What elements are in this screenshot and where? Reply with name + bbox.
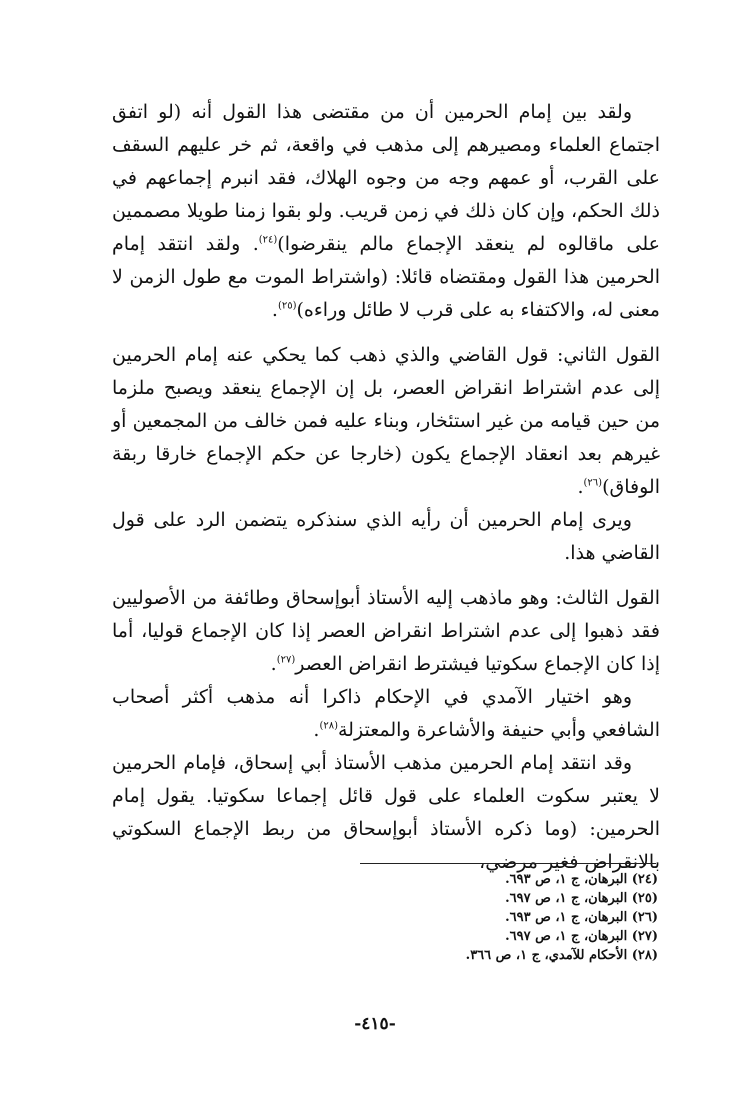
footnote-ref-24[interactable]: (٢٤): [258, 234, 278, 246]
paragraph-5-text: وهو اختيار الآمدي في الإحكام ذاكرا أنه مذهب أكثر أصحاب الشافعي وأبي حنيفة والأشاعرة والمعتزلة: [112, 686, 660, 741]
paragraph-2-tail: .: [577, 476, 584, 498]
paragraph-3-text: ويرى إمام الحرمين أن رأيه الذي سنذكره يتضمن الرد على قول القاضي هذا.: [112, 509, 660, 564]
paragraph-1-tail: .: [271, 299, 278, 321]
footnote-26: (٢٦) البرهان، ج ١، ص ٦٩٣.: [505, 910, 658, 925]
page-body: [112, 96, 660, 879]
page-number: -٤١٥-: [354, 1014, 396, 1034]
paragraph-2-text: القول الثاني: قول القاضي والذي ذهب كما يحكي عنه إمام الحرمين إلى عدم اشتراط انقراض العصر، بل إن الإجماع ينعقد ويصبح ملزما من حين قيامه من غير استئخار، وبناء عليه فمن خالف من المجمعين أو غيرهم بعد انعقاد الإجماع يكون (خارجا عن حكم الإجماع خارقا ربقة الوفاق): [112, 344, 660, 498]
paragraph-1-text: ولقد بين إمام الحرمين أن من مقتضى هذا القول أنه (لو اتفق اجتماع العلماء ومصيرهم إلى مذهب في واقعة، ثم خر عليهم السقف على القرب، أو عمهم وجه من وجوه الهلاك، فقد انبرم إجماعهم في ذلك الحكم، وإن كان ذلك في زمن قريب. ولو بقوا زمنا طويلا مصممين على ماقالوه لم ينعقد الإجماع مالم ينقرضوا): [112, 101, 660, 255]
footnote-ref-26[interactable]: (٢٦): [583, 477, 603, 489]
paragraph-4-tail: .: [270, 653, 277, 675]
footnote-24: (٢٤) البرهان، ج ١، ص ٦٩٣.: [505, 872, 658, 887]
paragraph-3: [112, 504, 660, 570]
paragraph-2: [112, 339, 660, 504]
footnote-ref-28[interactable]: (٢٨): [319, 720, 338, 732]
footnote-separator: [360, 863, 656, 864]
paragraph-1-text-continued: . ولقد انتقد إمام الحرمين هذا القول ومقتضاه قائلا: (واشتراط الموت مع طول الزمن لا معنى له، والاكتفاء به على قرب لا طائل وراءه): [112, 233, 660, 321]
paragraph-4: [112, 582, 660, 681]
footnote-28: (٢٨) الأحكام للآمدي، ج ١، ص ٣٦٦.: [465, 948, 658, 963]
paragraph-1: [112, 96, 660, 327]
footnote-27: (٢٧) البرهان، ج ١، ص ٦٩٧.: [505, 929, 658, 944]
paragraph-6-text: وقد انتقد إمام الحرمين مذهب الأستاذ أبي إسحاق، فإمام الحرمين لا يعتبر سكوت العلماء على قول قائل إجماعا سكوتيا. يقول إمام الحرمين: (وما ذكره الأستاذ أبوإسحاق من ربط الإجماع السكوتي بالانقراض فغير مرضي،: [112, 752, 660, 873]
paragraph-5: [112, 681, 660, 747]
paragraph-4-text: القول الثالث: وهو ماذهب إليه الأستاذ أبوإسحاق وطائفة من الأصوليين فقد ذهبوا إلى عدم اشتراط انقراض العصر إذا كان الإجماع قوليا، أما إذا كان الإجماع سكوتيا فيشترط انقراض العصر: [112, 587, 660, 675]
paragraph-6: [112, 747, 660, 879]
footnote-ref-25[interactable]: (٢٥): [277, 300, 297, 312]
paragraph-5-tail: .: [313, 719, 320, 741]
footnotes-list: [298, 870, 658, 965]
footnote-25: (٢٥) البرهان، ج ١، ص ٦٩٧.: [505, 891, 658, 906]
footnote-ref-27[interactable]: (٢٧): [276, 654, 296, 666]
